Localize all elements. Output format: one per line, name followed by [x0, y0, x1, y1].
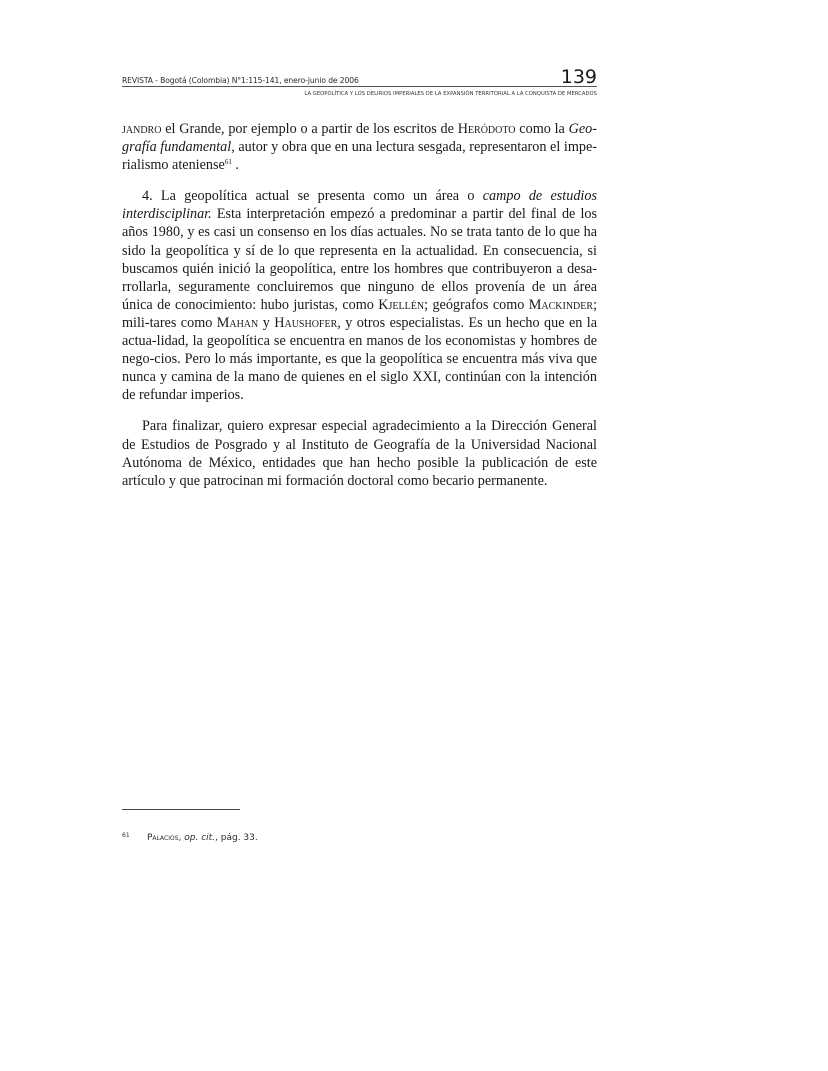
journal-reference: REVISTA - Bogotá (Colombia) N°1:115-141, enero-junio de 2006	[122, 76, 359, 85]
footnote-author: Palacios	[147, 833, 179, 843]
footnote-number: 61	[122, 832, 130, 839]
small-caps-name: Kjellén	[378, 296, 425, 313]
small-caps-name: Mahan	[216, 314, 259, 331]
paragraph-acknowledgements: Para finalizar, quiero expresar especial agradecimiento a la Dirección General de Estudios de Posgrado y al Instituto de Geografía de la Universidad Nacional Autónoma de México, entidades que han hecho posible la publicación de este artículo y que patrocinan mi formación doctoral como becario permanente.	[122, 418, 597, 489]
body-text	[122, 120, 597, 503]
small-caps-name: Mackinder	[528, 296, 594, 313]
paragraph-continuation: jandro el Grande, por ejemplo o a partir de los escritos de Heródoto como la Geo-grafía fundamental, autor y obra que en una lectura sesgada, representaron el impe-rialismo ateniense$^{61}$ .	[122, 121, 597, 174]
footnote-citation: op. cit.	[184, 833, 216, 843]
page-number: 139	[560, 66, 597, 88]
footnote-divider	[122, 809, 240, 810]
italic-phrase: campo de estudios interdisciplinar.	[122, 188, 597, 223]
small-caps-name: Haushofer	[274, 314, 338, 331]
article-running-title: LA GEOPOLÍTICA Y LOS DELIRIOS IMPERIALES DE LA EXPANSIÓN TERRITORIAL A LA CONQUISTA DE MERCADOS	[304, 91, 597, 97]
running-header	[122, 66, 597, 87]
italic-title: Geo-grafía fundamental	[122, 121, 597, 156]
footnote-61: 61 Palacios, op. cit., pág. 33.	[122, 832, 258, 843]
paragraph-point-4: 4. La geopolítica actual se presenta como un área o campo de estudios interdisciplinar. Esta interpretación empezó a predominar a partir del final de los años 1980, y es casi un consenso en los días actuales. No se trata tanto de lo que ha sido la geopolítica y sí de lo que representa en la actualidad. En consecuencia, si buscamos quién inició la geopolítica, entre los hombres que contribuyeron a desa-rrollarla, seguramente concluiremos que ninguno de ellos provenía de un área única de conocimiento: hubo juristas, como Kjellén; geógrafos como Mackinder; mili-tares como Mahan y Haushofer, y otros especialistas. Es un hecho que en la actua-lidad, la geopolítica se encuentra en manos de los economistas y hombres de nego-cios. Pero lo más importante, es que la geopolítica se encuentra más viva que nunca y camina de la mano de quienes en el siglo XXI, continúan con la intención de refundar imperios.	[122, 188, 598, 404]
small-caps-name: jandro	[122, 121, 162, 137]
small-caps-name: Heródoto	[457, 121, 516, 137]
footnote-reference: 61	[224, 158, 232, 167]
